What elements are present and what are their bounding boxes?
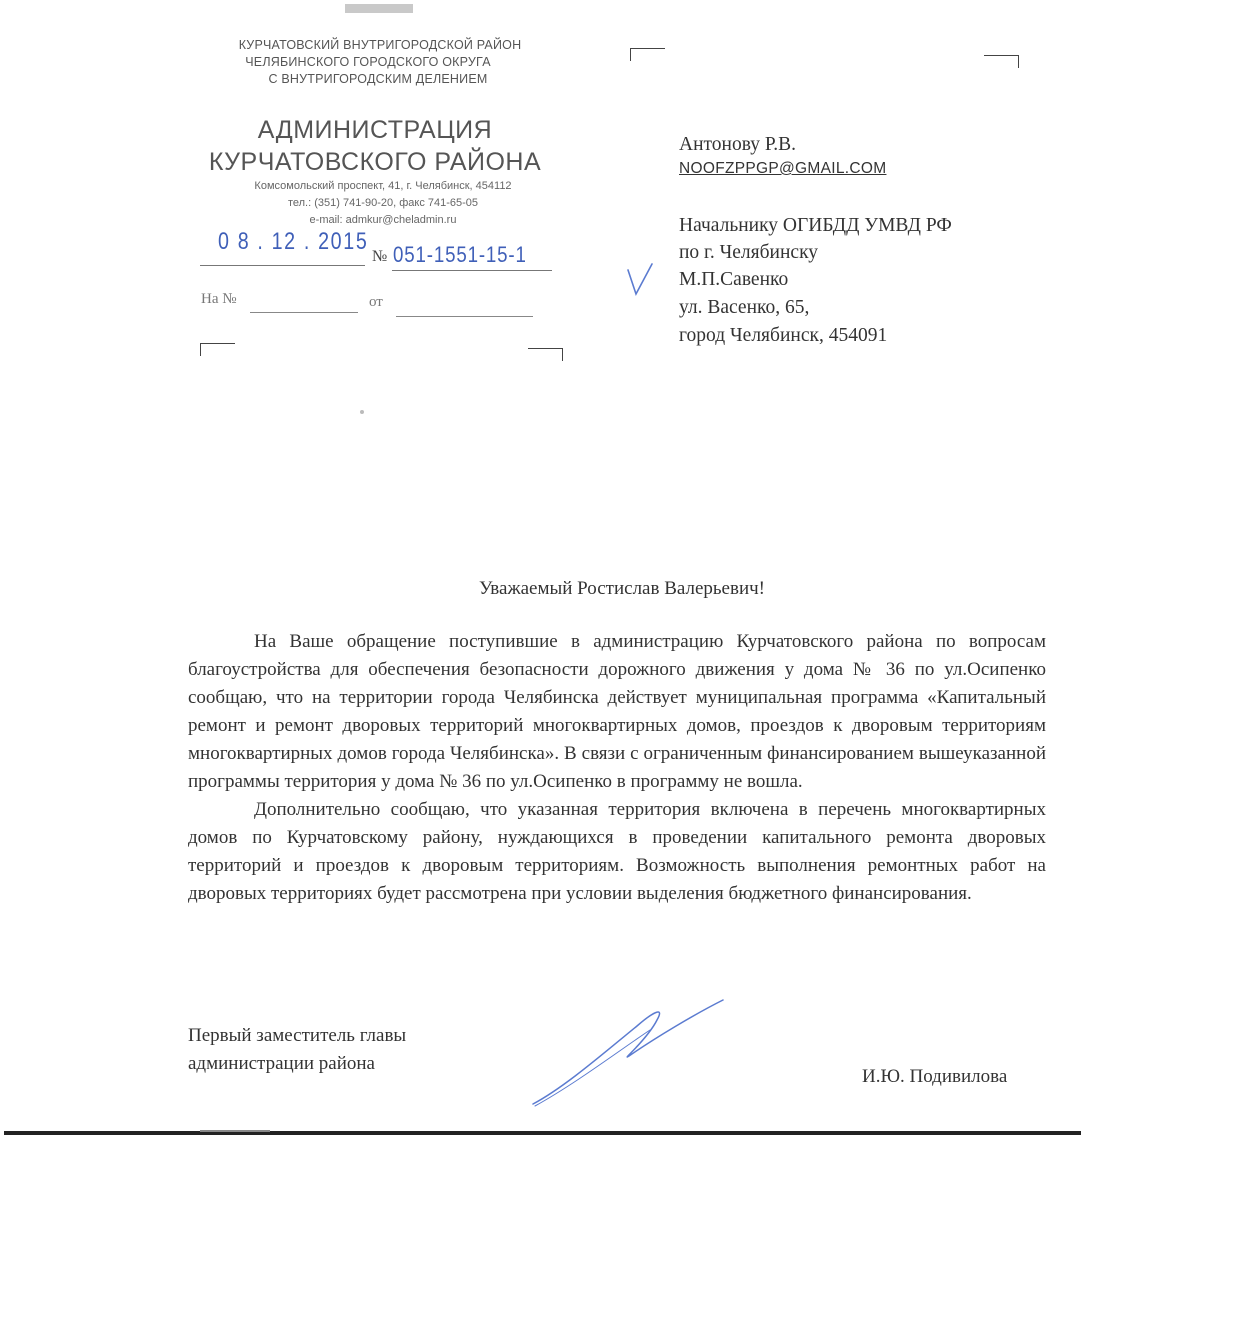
recipient-line-2: по г. Челябинску xyxy=(679,242,819,263)
recipient-line-3: М.П.Савенко xyxy=(679,269,789,290)
reference-date-line xyxy=(396,316,533,317)
corner-bracket-top-right xyxy=(984,55,1019,68)
scan-mark xyxy=(345,4,413,13)
scan-bottom-edge xyxy=(4,1131,1081,1135)
recipient-name: Антонову Р.В. xyxy=(679,134,797,155)
body-paragraph-2: Дополнительно сообщаю, что указанная территория включена в перечень многоквартирных домов по Курчатовскому району, нуждающихся в проведении капитального ремонта дворовых территорий и проездов к дворовым территориям. Возможность выполнения ремонтных работ на дворовых территориях будет рассмотрена при условии выделения бюджетного финансирования. xyxy=(188,799,1046,904)
scan-dot xyxy=(360,410,364,414)
letterhead-district-line-3: С ВНУТРИГОРОДСКИМ ДЕЛЕНИЕМ xyxy=(268,72,488,86)
handwritten-signature xyxy=(525,992,735,1112)
letterhead-phone: тел.: (351) 741-90-20, факс 741-65-05 xyxy=(287,197,479,209)
checkmark-icon xyxy=(618,262,658,302)
reference-number-label: На № xyxy=(201,291,237,307)
letterhead-email: e-mail: admkur@cheladmin.ru xyxy=(309,214,457,226)
letter-body xyxy=(188,628,1046,908)
letterhead-district-line-2: ЧЕЛЯБИНСКОГО ГОРОДСКОГО ОКРУГА xyxy=(245,55,491,69)
registration-number: 051-1551-15-1 xyxy=(393,242,527,267)
recipient-line-5: город Челябинск, 454091 xyxy=(679,325,888,346)
letterhead-district-line-1: КУРЧАТОВСКИЙ ВНУТРИГОРОДСКОЙ РАЙОН xyxy=(238,38,522,52)
corner-bracket-bottom-right xyxy=(528,348,563,361)
signatory-name: И.Ю. Подивилова xyxy=(862,1066,1008,1087)
letterhead-admin-title-2: КУРЧАТОВСКОГО РАЙОНА xyxy=(208,148,542,176)
date-underline xyxy=(200,265,365,266)
recipient-line-4: ул. Васенко, 65, xyxy=(679,297,810,318)
signatory-position xyxy=(188,1022,406,1078)
corner-bracket-top-left xyxy=(630,48,665,61)
registration-number-label: № xyxy=(372,248,388,265)
recipient-line-1: Начальнику ОГИБДД УМВД РФ xyxy=(679,215,952,236)
reference-date-label: от xyxy=(369,294,383,310)
recipient-email: NOOFZPPGP@GMAIL.COM xyxy=(679,160,887,177)
letterhead-address: Комсомольский проспект, 41, г. Челябинск, 454112 xyxy=(254,180,512,192)
corner-bracket-bottom-left xyxy=(200,343,235,356)
letterhead-admin-title-1: АДМИНИСТРАЦИЯ xyxy=(257,116,493,144)
signatory-position-line-1: Первый заместитель главы xyxy=(188,1025,407,1046)
scan-bottom-edge-mark xyxy=(200,1130,270,1132)
body-paragraph-1: На Ваше обращение поступившие в администрацию Курчатовского района по вопросам благоустройства для обеспечения безопасности дорожного движения у дома № 36 по ул.Осипенко сообщаю, что на территории города Челябинска действует муниципальная программа «Капитальный ремонт и ремонт дворовых территорий многоквартирных домов, проездов к дворовым территориям многоквартирных домов города Челябинска». В связи с ограниченным финансированием вышеуказанной программы территория у дома № 36 по ул.Осипенко в программу не вошла. xyxy=(188,631,1046,792)
reference-number-line xyxy=(250,312,358,313)
registration-date: 0 8 . 12 . 2015 xyxy=(218,228,369,255)
salutation: Уважаемый Ростислав Валерьевич! xyxy=(479,578,766,599)
number-underline xyxy=(392,270,552,271)
signatory-position-line-2: администрации района xyxy=(188,1053,375,1074)
